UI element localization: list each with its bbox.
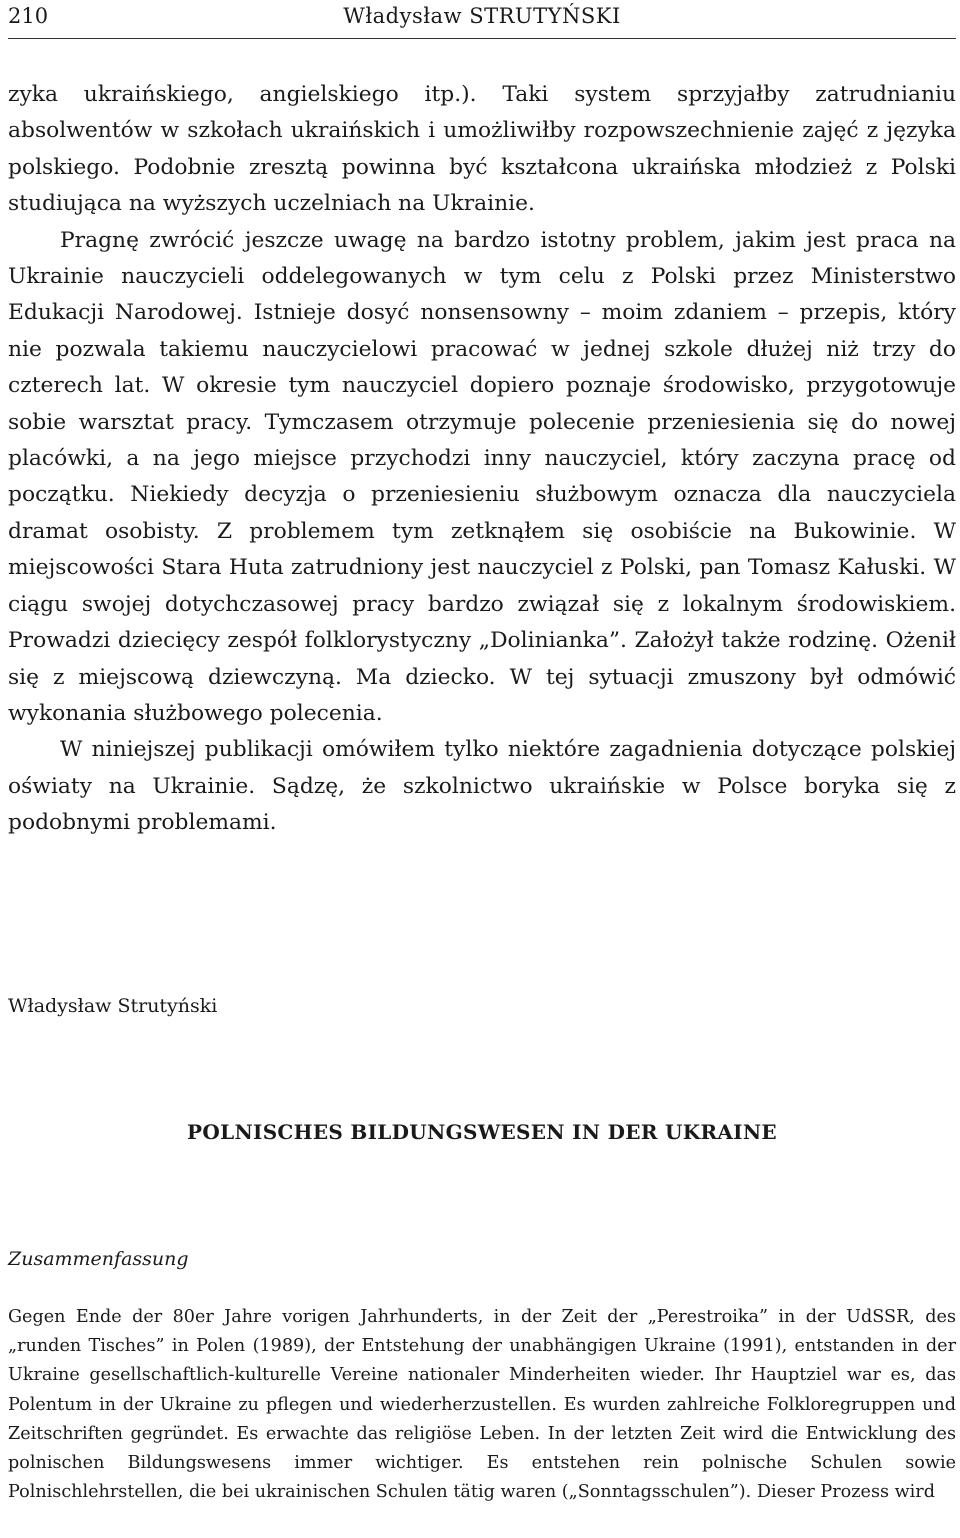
body-paragraph: Pragnę zwrócić jeszcze uwagę na bardzo istotny problem, jakim jest praca na Ukrainie nauczycieli oddelegowanych w tym celu z Polski przez Ministerstwo Edukacji Narodowej. Istnieje dosyć nonsensowny – moim zdaniem – przepis, który nie pozwala takiemu nauczycielowi pracować w jednej szkole dłużej niż trzy do czterech lat. W okresie tym nauczyciel dopiero poznaje środowisko, przygotowuje sobie warsztat pracy. Tymczasem otrzymuje polecenie przeniesienia się do nowej placówki, a na jego miejsce przychodzi inny nauczyciel, który zaczyna pracę od początku. Niekiedy decyzja o przeniesieniu służbowym oznacza dla nauczyciela dramat osobisty. Z problemem tym zetknąłem się osobiście na Bukowinie. W miejscowości Stara Huta zatrudniony jest nauczyciel z Polski, pan Tomasz Kałuski. W ciągu swojej dotychczasowej pracy bardzo związał się z lokalnym środowiskiem. Prowadzi dziecięcy zespół folklorystyczny „Dolinianka”. Założył także rodzinę. Ożenił się z miejscową dziewczyną. Ma dziecko. W tej sytuacji zmuszony był odmówić wykonania służbowego polecenia. [8, 227, 956, 726]
body-paragraph: zyka ukraińskiego, angielskiego itp.). Taki system sprzyjałby zatrudnianiu absolwentów w szkołach ukraińskich i umożliwiłby rozpowszechnienie zajęć z języka polskiego. Podobnie zresztą powinna być kształcona ukraińska młodzież z Polski studiująca na wyższych uczelniach na Ukrainie. [8, 82, 956, 217]
summary-heading: Zusammenfassung [8, 1248, 189, 1270]
running-header [8, 2, 956, 30]
header-rule [8, 38, 956, 39]
summary-title: POLNISCHES BILDUNGSWESEN IN DER UKRAINE [187, 1120, 777, 1144]
summary-author: Władysław Strutyński [8, 995, 218, 1017]
summary-text: Gegen Ende der 80er Jahre vorigen Jahrhunderts, in der Zeit der „Perestroika” in der UdSSR, des „runden Tisches” in Polen (1989), der Entstehung der unabhängigen Ukraine (1991), entstanden in der Ukraine gesellschaftlich-kulturelle Vereine nationaler Minderheiten wieder. Ihr Hauptziel war es, das Polentum in der Ukraine zu pflegen und wiederherzustellen. Es wurden zahlreiche Folkloregruppen und Zeitschriften gegründet. Es erwachte das religiöse Leben. In der letzten Zeit wird die Entwicklung des polnischen Bildungswesens immer wichtiger. Es entstehen rein polnische Schulen sowie Polnischlehrstellen, die bei ukrainischen Schulen tätig waren („Sonntagsschulen”). Dieser Prozess wird [8, 1307, 956, 1503]
page-number: 210 [8, 4, 49, 28]
article-body [8, 77, 956, 842]
document-page [8, 0, 956, 1538]
running-title: Władysław STRUTYŃSKI [343, 4, 621, 28]
body-paragraph: W niniejszej publikacji omówiłem tylko niektóre zagadnienia dotyczące polskiej oświaty na Ukrainie. Sądzę, że szkolnictwo ukraińskie w Polsce boryka się z podobnymi problemami. [8, 737, 956, 836]
